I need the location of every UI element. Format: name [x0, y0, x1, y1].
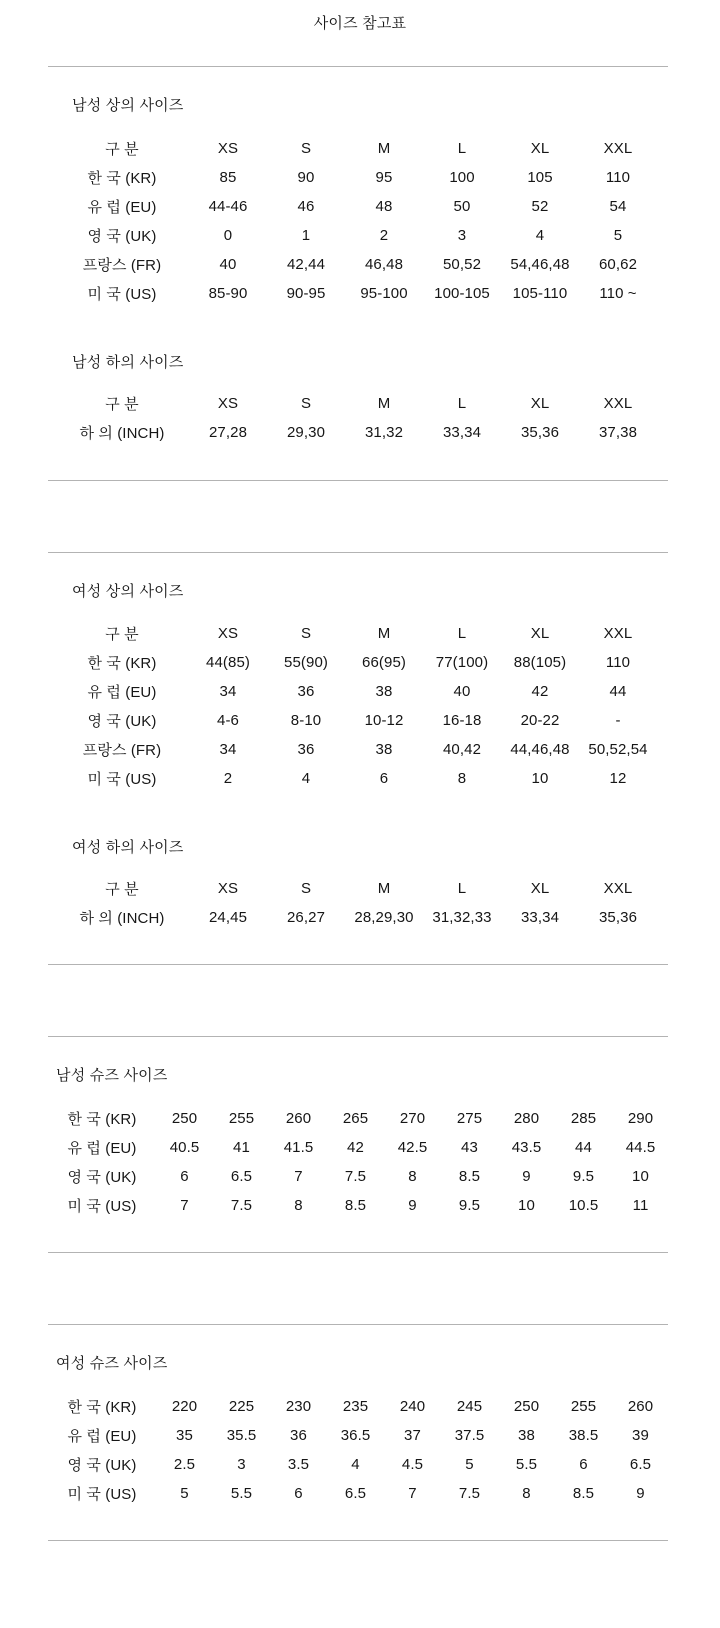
value-cell: 38 — [375, 683, 393, 700]
value-cell: 8.5 — [458, 1168, 481, 1185]
value-cell: 1 — [301, 227, 311, 244]
value-cell: 35.5 — [226, 1427, 257, 1444]
column-header: M — [377, 880, 391, 897]
table-row — [55, 735, 657, 764]
table-header-row — [55, 134, 657, 163]
mens-shoes-table — [48, 1104, 669, 1220]
value-cell: 90 — [297, 169, 315, 186]
table-header-row — [55, 874, 657, 903]
column-header: XXL — [603, 625, 633, 642]
row-label: 구 분 — [105, 881, 139, 898]
value-cell: 8.5 — [572, 1485, 595, 1502]
value-cell: 28,29,30 — [354, 909, 414, 926]
value-cell: 280 — [513, 1110, 540, 1127]
mens-bottoms-table — [55, 389, 657, 447]
value-cell: 44,46,48 — [510, 741, 570, 758]
table-row — [55, 221, 657, 250]
value-cell: 50 — [453, 198, 471, 215]
value-cell: 100-105 — [434, 285, 490, 302]
value-cell: 37.5 — [454, 1427, 485, 1444]
row-label: 미 국 (US) — [67, 1198, 137, 1215]
value-cell: 35,36 — [598, 909, 638, 926]
value-cell: 34 — [219, 741, 237, 758]
table-row — [48, 1450, 669, 1479]
value-cell: 40,42 — [442, 741, 482, 758]
table-row — [55, 279, 657, 308]
value-cell: 42 — [531, 683, 549, 700]
value-cell: 55(90) — [284, 654, 328, 671]
value-cell: 6.5 — [629, 1456, 652, 1473]
value-cell: 7.5 — [344, 1168, 367, 1185]
mens-bottoms-heading: 남성 하의 사이즈 — [72, 354, 184, 371]
value-cell: 39 — [632, 1427, 649, 1444]
divider — [48, 480, 668, 481]
womens-shoes-table — [48, 1392, 669, 1508]
row-label: 구 분 — [105, 141, 139, 158]
value-cell: 100 — [449, 169, 475, 186]
column-header: XS — [217, 625, 239, 642]
divider — [48, 1252, 668, 1253]
value-cell: 110 — [605, 654, 631, 671]
row-label: 영 국 (UK) — [87, 228, 157, 245]
row-label: 한 국 (KR) — [87, 655, 157, 672]
value-cell: 245 — [456, 1398, 483, 1415]
value-cell: 9 — [522, 1168, 531, 1185]
divider — [48, 552, 668, 553]
row-label: 미 국 (US) — [87, 286, 157, 303]
value-cell: 42 — [347, 1139, 364, 1156]
row-label: 영 국 (UK) — [67, 1457, 137, 1474]
column-header: L — [457, 625, 467, 642]
value-cell: 6 — [294, 1485, 303, 1502]
value-cell: 20-22 — [520, 712, 560, 729]
value-cell: 24,45 — [208, 909, 248, 926]
value-cell: 95-100 — [360, 285, 408, 302]
value-cell: 225 — [228, 1398, 255, 1415]
value-cell: 44 — [575, 1139, 592, 1156]
value-cell: 36 — [290, 1427, 307, 1444]
value-cell: 77(100) — [435, 654, 489, 671]
value-cell: 4.5 — [401, 1456, 424, 1473]
row-label: 한 국 (KR) — [87, 170, 157, 187]
value-cell: 50,52 — [442, 256, 482, 273]
value-cell: 285 — [570, 1110, 597, 1127]
value-cell: 2 — [379, 227, 389, 244]
value-cell: 6 — [180, 1168, 189, 1185]
value-cell: 5.5 — [230, 1485, 253, 1502]
value-cell: 105-110 — [512, 285, 568, 302]
value-cell: 40 — [453, 683, 471, 700]
table-row — [48, 1162, 669, 1191]
value-cell: 42.5 — [397, 1139, 428, 1156]
value-cell: 6 — [379, 770, 389, 787]
value-cell: 290 — [627, 1110, 654, 1127]
row-label: 하 의 (INCH) — [79, 910, 165, 927]
table-row — [55, 903, 657, 932]
value-cell: 9.5 — [458, 1197, 481, 1214]
row-label: 프랑스 (FR) — [82, 257, 162, 274]
divider — [48, 1036, 668, 1037]
table-row — [55, 418, 657, 447]
row-label: 구 분 — [105, 396, 139, 413]
page-title: 사이즈 참고표 — [313, 15, 407, 32]
value-cell: 6 — [579, 1456, 588, 1473]
value-cell: 7.5 — [230, 1197, 253, 1214]
value-cell: 33,34 — [442, 424, 482, 441]
value-cell: 44-46 — [208, 198, 248, 215]
value-cell: 11 — [632, 1197, 649, 1214]
table-row — [48, 1392, 669, 1421]
value-cell: 44 — [609, 683, 627, 700]
table-row — [48, 1421, 669, 1450]
table-header-row — [55, 389, 657, 418]
divider — [48, 1540, 668, 1541]
value-cell: 35 — [176, 1427, 193, 1444]
value-cell: 95 — [375, 169, 393, 186]
value-cell: 3 — [237, 1456, 246, 1473]
table-row — [55, 250, 657, 279]
row-label: 영 국 (UK) — [87, 713, 157, 730]
value-cell: 260 — [627, 1398, 654, 1415]
value-cell: 38 — [375, 741, 393, 758]
value-cell: 46,48 — [364, 256, 404, 273]
value-cell: 90-95 — [286, 285, 326, 302]
value-cell: 85 — [219, 169, 237, 186]
value-cell: 10.5 — [568, 1197, 599, 1214]
value-cell: 41.5 — [283, 1139, 314, 1156]
value-cell: 10-12 — [364, 712, 404, 729]
column-header: XXL — [603, 880, 633, 897]
value-cell: 5.5 — [515, 1456, 538, 1473]
value-cell: 0 — [223, 227, 233, 244]
column-header: XS — [217, 140, 239, 157]
divider — [48, 964, 668, 965]
value-cell: 37,38 — [598, 424, 638, 441]
value-cell: 7 — [294, 1168, 303, 1185]
column-header: S — [300, 625, 312, 642]
value-cell: 44.5 — [625, 1139, 656, 1156]
value-cell: 66(95) — [362, 654, 406, 671]
row-label: 프랑스 (FR) — [82, 742, 162, 759]
mens-shoes-heading: 남성 슈즈 사이즈 — [56, 1067, 168, 1084]
value-cell: 36 — [297, 683, 315, 700]
value-cell: 7.5 — [458, 1485, 481, 1502]
value-cell: 7 — [180, 1197, 189, 1214]
value-cell: 37 — [404, 1427, 421, 1444]
column-header: XXL — [603, 395, 633, 412]
value-cell: 260 — [285, 1110, 312, 1127]
womens-bottoms-table — [55, 874, 657, 932]
value-cell: 36.5 — [340, 1427, 371, 1444]
table-row — [48, 1191, 669, 1220]
value-cell: 38.5 — [568, 1427, 599, 1444]
column-header: S — [300, 880, 312, 897]
row-label: 미 국 (US) — [87, 771, 157, 788]
value-cell: 250 — [513, 1398, 540, 1415]
value-cell: 9 — [408, 1197, 417, 1214]
value-cell: 4 — [301, 770, 311, 787]
column-header: S — [300, 395, 312, 412]
value-cell: 5 — [180, 1485, 189, 1502]
divider — [48, 1324, 668, 1325]
column-header: XL — [530, 880, 550, 897]
value-cell: 40 — [219, 256, 237, 273]
row-label: 유 럽 (EU) — [67, 1140, 137, 1157]
row-label: 영 국 (UK) — [67, 1169, 137, 1186]
value-cell: 3 — [457, 227, 467, 244]
row-label: 유 럽 (EU) — [67, 1428, 137, 1445]
table-row — [55, 677, 657, 706]
column-header: XS — [217, 395, 239, 412]
value-cell: 8 — [522, 1485, 531, 1502]
value-cell: 35,36 — [520, 424, 560, 441]
value-cell: 9.5 — [572, 1168, 595, 1185]
column-header: XS — [217, 880, 239, 897]
value-cell: 88(105) — [513, 654, 567, 671]
row-label: 미 국 (US) — [67, 1486, 137, 1503]
value-cell: 7 — [408, 1485, 417, 1502]
value-cell: 41 — [233, 1139, 250, 1156]
value-cell: 85-90 — [208, 285, 248, 302]
value-cell: 50,52,54 — [588, 741, 648, 758]
column-header: L — [457, 140, 467, 157]
column-header: L — [457, 395, 467, 412]
value-cell: 3.5 — [287, 1456, 310, 1473]
table-row — [48, 1133, 669, 1162]
value-cell: 43 — [461, 1139, 478, 1156]
value-cell: 38 — [518, 1427, 535, 1444]
divider — [48, 66, 668, 67]
value-cell: 36 — [297, 741, 315, 758]
value-cell: 34 — [219, 683, 237, 700]
value-cell: 2 — [223, 770, 233, 787]
value-cell: 240 — [399, 1398, 426, 1415]
womens-bottoms-heading: 여성 하의 사이즈 — [72, 839, 184, 856]
value-cell: 8.5 — [344, 1197, 367, 1214]
column-header: XL — [530, 625, 550, 642]
value-cell: 9 — [636, 1485, 645, 1502]
column-header: M — [377, 140, 391, 157]
value-cell: 44(85) — [206, 654, 250, 671]
value-cell: 8 — [408, 1168, 417, 1185]
value-cell: 12 — [609, 770, 627, 787]
value-cell: 4 — [351, 1456, 360, 1473]
row-label: 유 럽 (EU) — [87, 684, 157, 701]
value-cell: 270 — [399, 1110, 426, 1127]
value-cell: 16-18 — [442, 712, 482, 729]
value-cell: 43.5 — [511, 1139, 542, 1156]
value-cell: 27,28 — [208, 424, 248, 441]
value-cell: 48 — [375, 198, 393, 215]
value-cell: 8 — [457, 770, 467, 787]
value-cell: 6.5 — [230, 1168, 253, 1185]
table-row — [48, 1104, 669, 1133]
value-cell: 2.5 — [173, 1456, 196, 1473]
value-cell: 4 — [535, 227, 545, 244]
mens-tops-heading: 남성 상의 사이즈 — [72, 97, 184, 114]
value-cell: 54 — [609, 198, 627, 215]
column-header: XXL — [603, 140, 633, 157]
column-header: L — [457, 880, 467, 897]
column-header: S — [300, 140, 312, 157]
value-cell: 31,32,33 — [432, 909, 492, 926]
value-cell: 6.5 — [344, 1485, 367, 1502]
value-cell: 26,27 — [286, 909, 326, 926]
value-cell: 105 — [527, 169, 553, 186]
value-cell: 250 — [171, 1110, 198, 1127]
value-cell: 5 — [613, 227, 623, 244]
value-cell: 31,32 — [364, 424, 404, 441]
value-cell: 40.5 — [169, 1139, 200, 1156]
value-cell: 42,44 — [286, 256, 326, 273]
table-row — [55, 163, 657, 192]
womens-shoes-heading: 여성 슈즈 사이즈 — [56, 1355, 168, 1372]
column-header: M — [377, 625, 391, 642]
table-row — [55, 192, 657, 221]
value-cell: 8-10 — [290, 712, 322, 729]
row-label: 하 의 (INCH) — [79, 425, 165, 442]
value-cell: - — [615, 712, 621, 729]
value-cell: 230 — [285, 1398, 312, 1415]
value-cell: 54,46,48 — [510, 256, 570, 273]
row-label: 구 분 — [105, 626, 139, 643]
row-label: 한 국 (KR) — [67, 1399, 137, 1416]
mens-tops-table — [55, 134, 657, 308]
table-header-row — [55, 619, 657, 648]
column-header: XL — [530, 395, 550, 412]
table-row — [55, 648, 657, 677]
column-header: XL — [530, 140, 550, 157]
value-cell: 33,34 — [520, 909, 560, 926]
value-cell: 220 — [171, 1398, 198, 1415]
value-cell: 255 — [570, 1398, 597, 1415]
value-cell: 8 — [294, 1197, 303, 1214]
value-cell: 110 — [605, 169, 631, 186]
row-label: 한 국 (KR) — [67, 1111, 137, 1128]
value-cell: 275 — [456, 1110, 483, 1127]
value-cell: 46 — [297, 198, 315, 215]
value-cell: 60,62 — [598, 256, 638, 273]
table-row — [55, 706, 657, 735]
value-cell: 235 — [342, 1398, 369, 1415]
table-row — [48, 1479, 669, 1508]
row-label: 유 럽 (EU) — [87, 199, 157, 216]
womens-tops-table — [55, 619, 657, 793]
value-cell: 29,30 — [286, 424, 326, 441]
value-cell: 265 — [342, 1110, 369, 1127]
table-row — [55, 764, 657, 793]
value-cell: 4-6 — [217, 712, 239, 729]
value-cell: 110 ~ — [599, 285, 637, 302]
value-cell: 5 — [465, 1456, 474, 1473]
value-cell: 10 — [531, 770, 549, 787]
value-cell: 52 — [531, 198, 549, 215]
womens-tops-heading: 여성 상의 사이즈 — [72, 583, 184, 600]
value-cell: 10 — [518, 1197, 535, 1214]
value-cell: 255 — [228, 1110, 255, 1127]
value-cell: 10 — [632, 1168, 649, 1185]
column-header: M — [377, 395, 391, 412]
